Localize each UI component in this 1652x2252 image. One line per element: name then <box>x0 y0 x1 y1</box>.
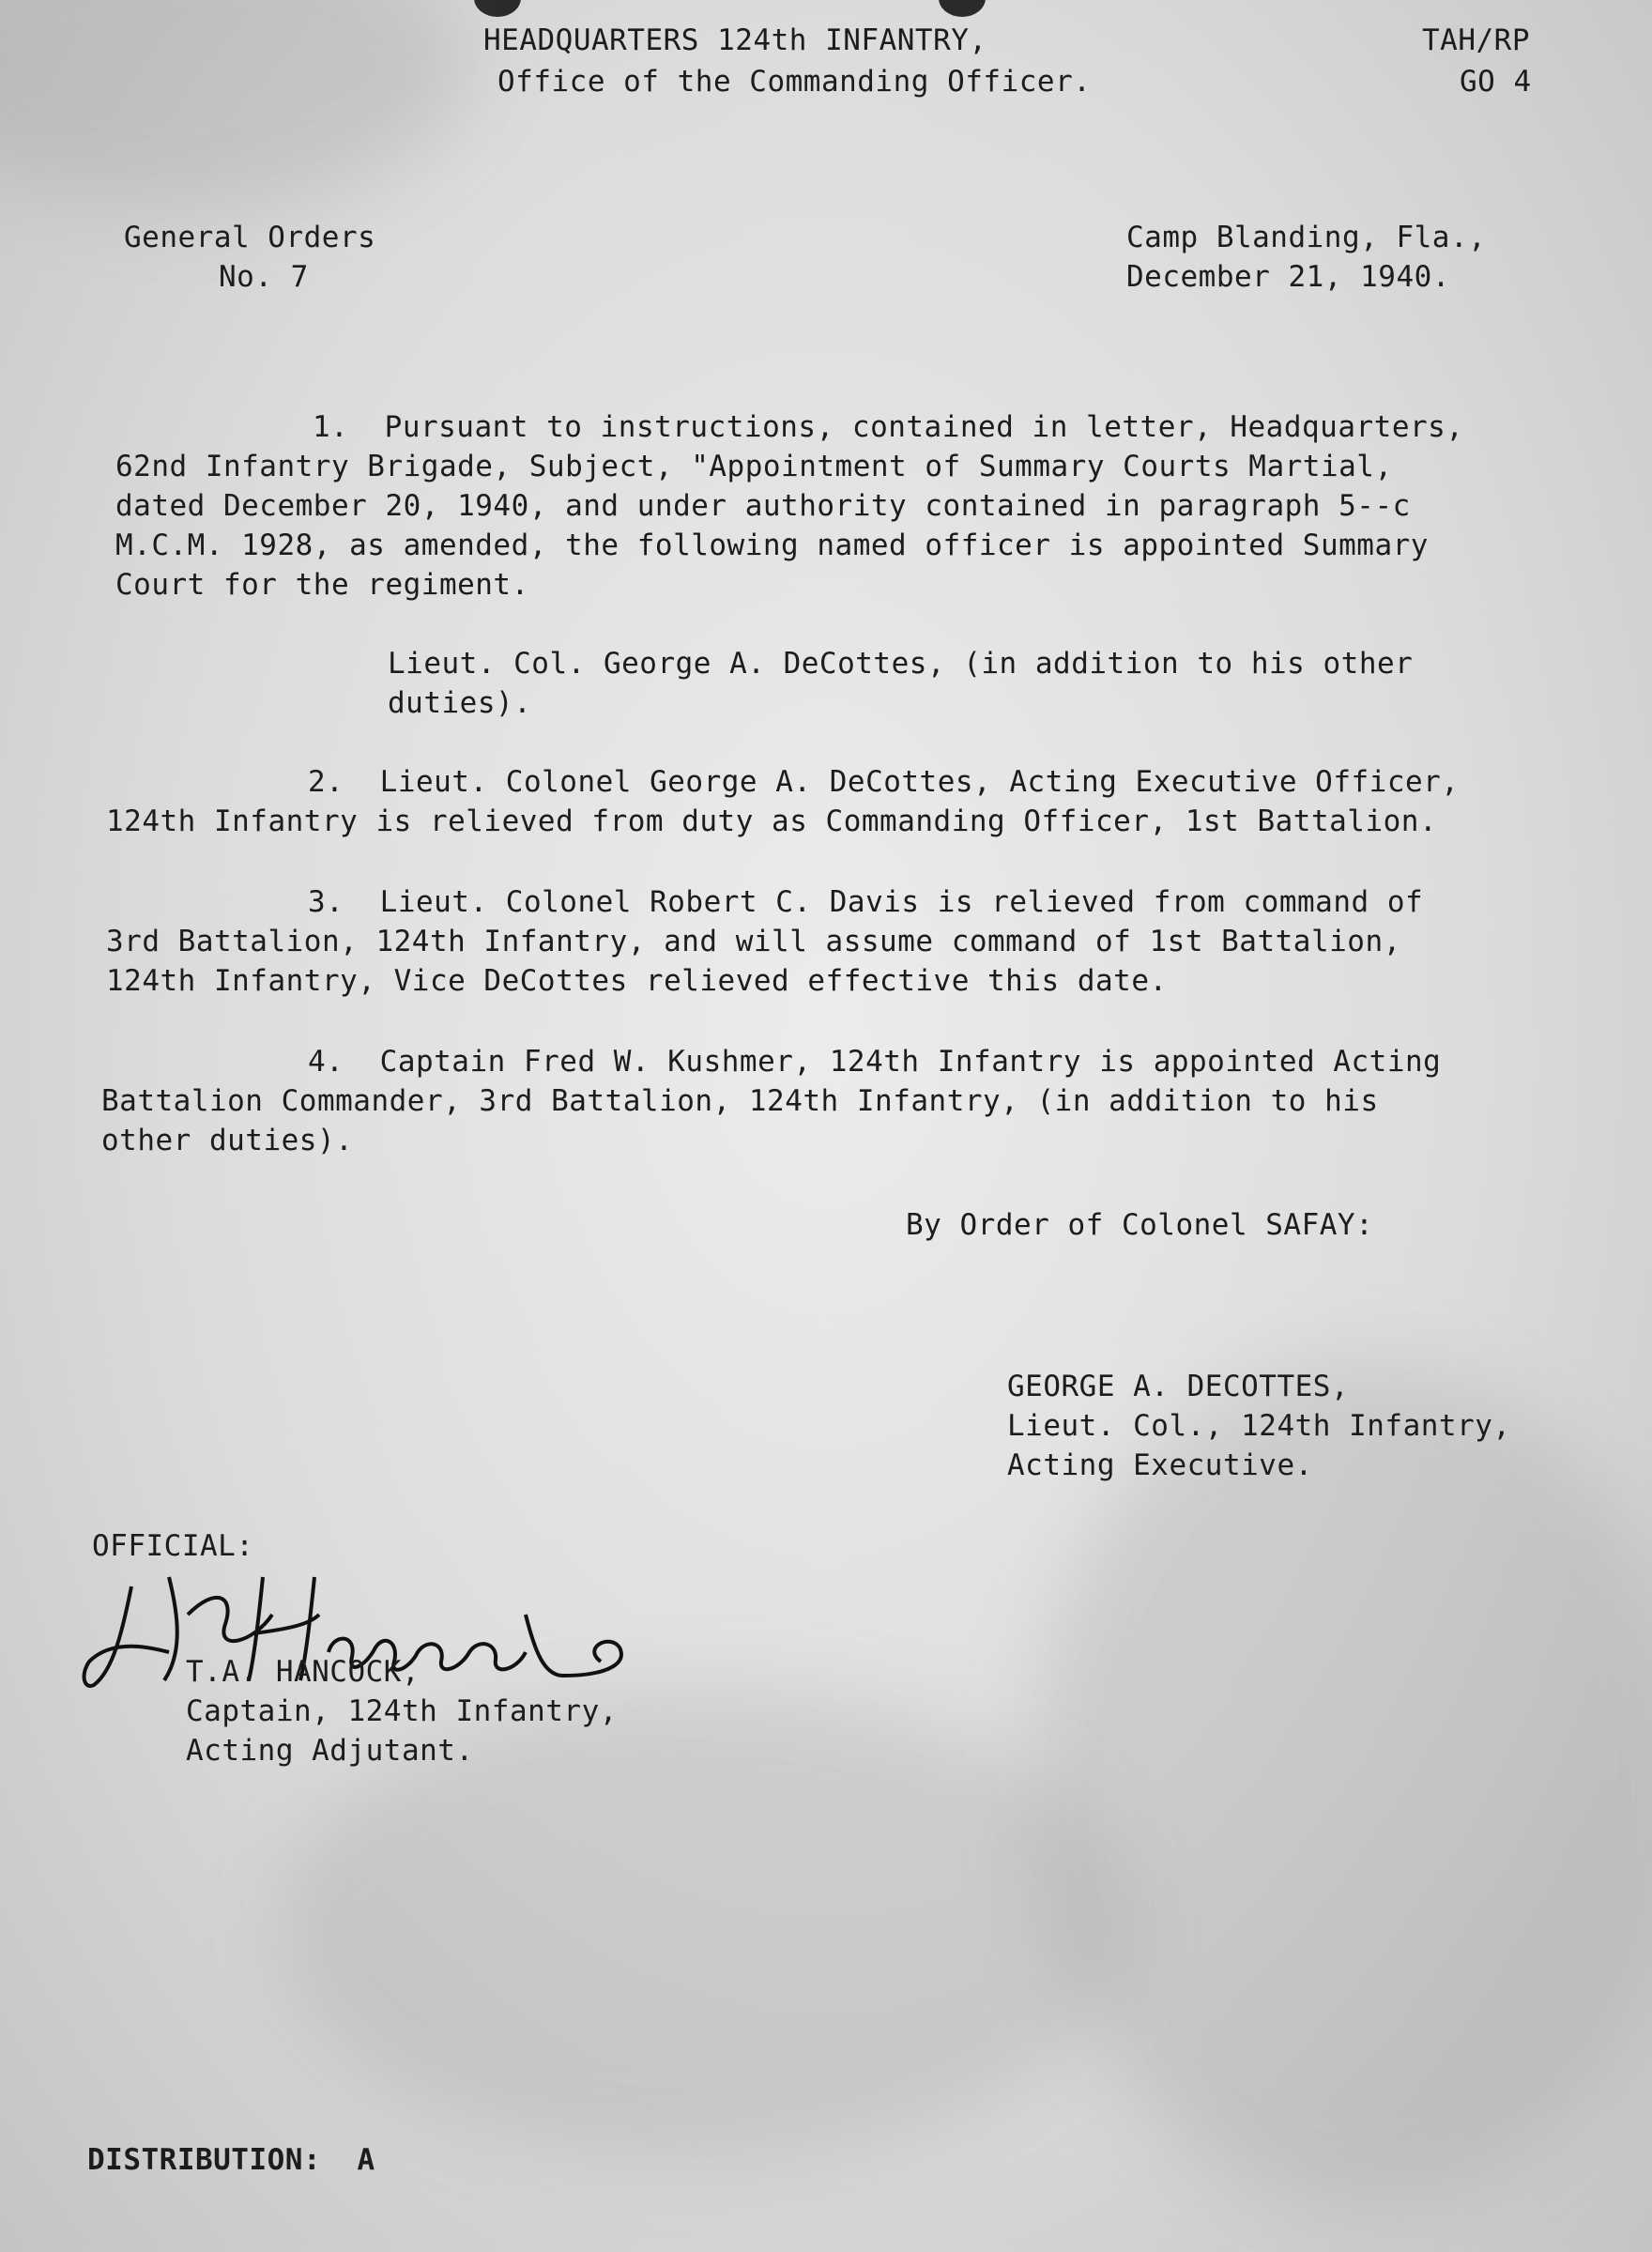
paragraph-2-line: 124th Infantry is relieved from duty as Commanding Officer, 1st Battalion. <box>106 804 1438 838</box>
paragraph-4-line: 4. Captain Fred W. Kushmer, 124th Infantry is appointed Acting <box>308 1045 1442 1079</box>
shadow <box>0 0 469 207</box>
paragraph-1-line: 62nd Infantry Brigade, Subject, "Appointment of Summary Courts Martial, <box>115 450 1393 483</box>
general-orders-label: General Orders <box>124 221 376 254</box>
paragraph-1-line: Court for the regiment. <box>115 568 529 602</box>
appointed-officer: Lieut. Col. George A. DeCottes, (in addition to his other <box>388 647 1414 681</box>
general-order-ref: GO 4 <box>1460 65 1532 99</box>
punch-hole <box>474 0 521 17</box>
paragraph-3-line: 3rd Battalion, 124th Infantry, and will assume command of 1st Battalion, <box>106 925 1401 958</box>
punch-hole <box>939 0 986 17</box>
paragraph-3-line: 124th Infantry, Vice DeCottes relieved effective this date. <box>106 964 1168 998</box>
paragraph-1-line: dated December 20, 1940, and under authority contained in paragraph 5--c <box>115 489 1411 523</box>
place: Camp Blanding, Fla., <box>1126 221 1487 254</box>
headquarters-title: HEADQUARTERS 124th INFANTRY, <box>483 23 987 57</box>
paragraph-1-line: M.C.M. 1928, as amended, the following named officer is appointed Summary <box>115 529 1429 562</box>
adjutant-title: Acting Adjutant. <box>186 1734 474 1768</box>
paragraph-1-line: 1. Pursuant to instructions, contained in letter, Headquarters, <box>313 410 1464 444</box>
paragraph-2-line: 2. Lieut. Colonel George A. DeCottes, Acting Executive Officer, <box>308 765 1460 799</box>
signer-title: Acting Executive. <box>1007 1448 1313 1482</box>
official-label: OFFICIAL: <box>92 1529 254 1563</box>
paragraph-3-line: 3. Lieut. Colonel Robert C. Davis is relieved from command of <box>308 885 1424 919</box>
paragraph-4-line: Battalion Commander, 3rd Battalion, 124th Infantry, (in addition to his <box>101 1084 1379 1118</box>
adjutant-name: T.A. HANCOCK, <box>186 1655 421 1689</box>
signer-name: GEORGE A. DECOTTES, <box>1007 1370 1350 1403</box>
date: December 21, 1940. <box>1126 260 1450 294</box>
order-number: No. 7 <box>219 260 309 294</box>
distribution-line: DISTRIBUTION: A <box>87 2143 375 2177</box>
adjutant-rank: Captain, 124th Infantry, <box>186 1694 618 1728</box>
paragraph-4-line: other duties). <box>101 1124 354 1157</box>
office-subtitle: Office of the Commanding Officer. <box>497 65 1092 99</box>
by-order-line: By Order of Colonel SAFAY: <box>906 1208 1374 1242</box>
shadow <box>1032 1361 1652 2206</box>
appointed-officer: duties). <box>388 686 532 720</box>
signer-rank: Lieut. Col., 124th Infantry, <box>1007 1409 1511 1443</box>
reference-code: TAH/RP <box>1422 23 1530 57</box>
